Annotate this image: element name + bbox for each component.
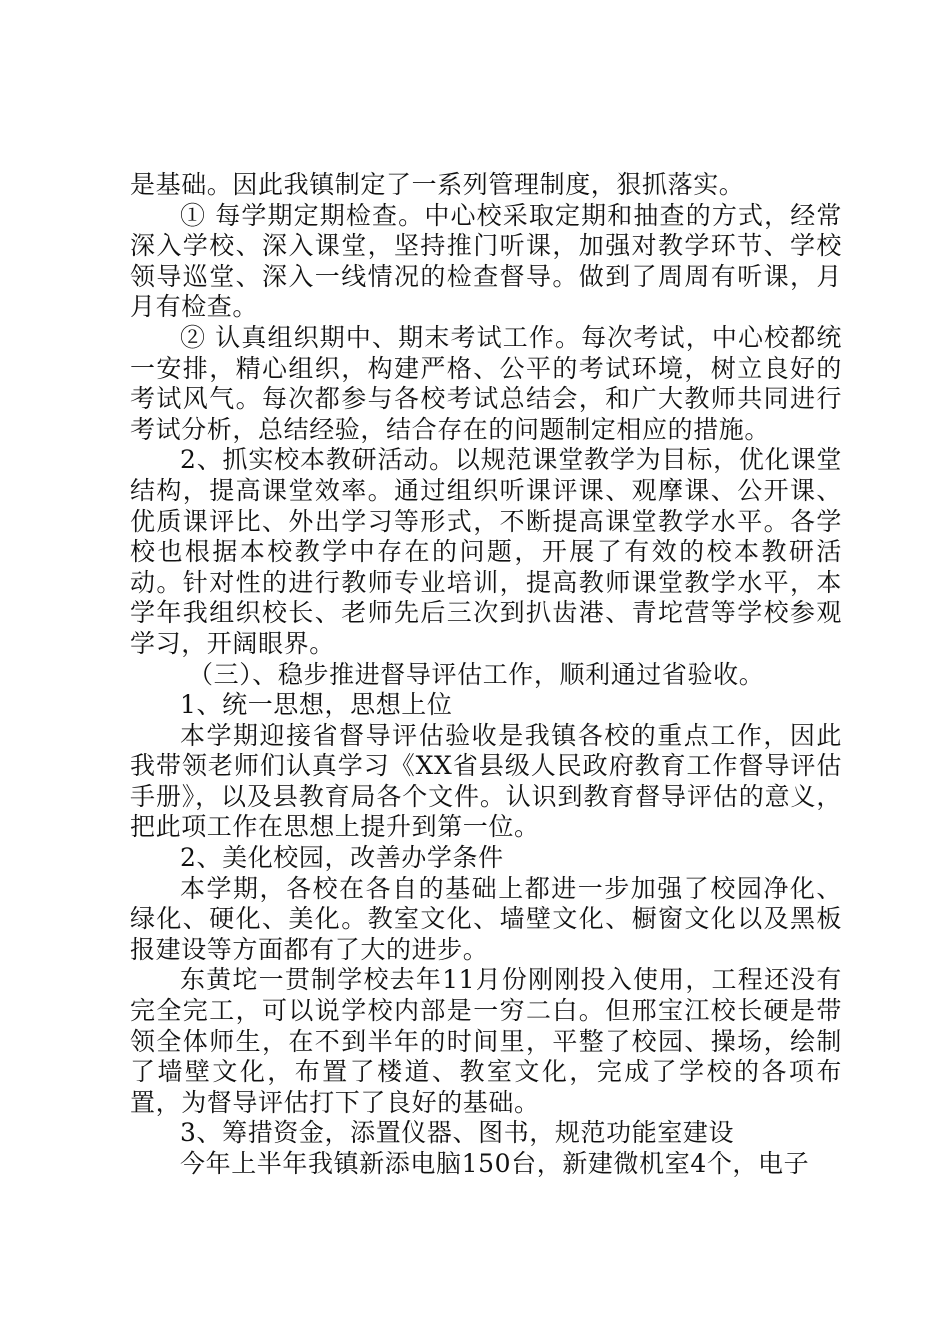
paragraph-intro: 是基础。因此我镇制定了一系列管理制度，狠抓落实。 [130, 170, 745, 199]
section-heading-supervision: （三）、稳步推进督导评估工作，顺利通过省验收。 [188, 659, 765, 689]
paragraph-campus-improvement: 本学期，各校在各自的基础上都进一步加强了校园净化、绿化、硬化、美化。教室文化、墙壁文化、橱窗文化以及黑板报建设等方面都有了大的进步。 [130, 873, 842, 964]
paragraph-school-research: 2、抓实校本教研活动。以规范课堂教学为目标，优化课堂结构，提高课堂效率。通过组织听课评课、观摩课、公开课、优质课评比、外出学习等形式，不断提高课堂教学水平。各学校也根据本校教学中存在的问题，开展了有效的校本教研活动。针对性的进行教师专业培训，提高教师课堂教学水平，本学年我组织校长、老师先后三次到扒齿港、青坨营等学校参观学习，开阔眼界。 [130, 445, 842, 658]
subheading-unify-thinking: 1、统一思想，思想上位 [180, 690, 453, 720]
paragraph-exam-organization: ② 认真组织期中、期末考试工作。每次考试，中心校都统一安排，精心组织，构建严格、公平的考试环境，树立良好的考试风气。每次都参与各校考试总结会，和广大教师共同进行考试分析，总结经验，结合存在的问题制定相应的措施。 [130, 322, 842, 444]
subheading-raise-funds: 3、筹措资金，添置仪器、图书，规范功能室建设 [180, 1118, 735, 1148]
paragraph-donghuangtuo-school: 东黄坨一贯制学校去年11月份刚刚投入使用，工程还没有完全完工，可以说学校内部是一穷二白。但邢宝江校长硬是带领全体师生，在不到半年的时间里，平整了校园、操场，绘制了墙壁文化，布置了楼道、教室文化，完成了学校的各项布置，为督导评估打下了良好的基础。 [130, 965, 842, 1117]
document-body [130, 170, 842, 1180]
paragraph-regular-inspection: ① 每学期定期检查。中心校采取定期和抽查的方式，经常深入学校、深入课堂，坚持推门听课，加强对教学环节、学校领导巡堂、深入一线情况的检查督导。做到了周周有听课，月月有检查。 [130, 200, 842, 322]
paragraph-new-computers: 今年上半年我镇新添电脑150台，新建微机室4个，电子 [180, 1149, 810, 1178]
subheading-beautify-campus: 2、美化校园，改善办学条件 [180, 843, 504, 873]
paragraph-provincial-evaluation: 本学期迎接省督导评估验收是我镇各校的重点工作，因此我带领老师们认真学习《XX省县级人民政府教育工作督导评估手册》，以及县教育局各个文件。认识到教育督导评估的意义，把此项工作在思想上提升到第一位。 [130, 720, 842, 842]
